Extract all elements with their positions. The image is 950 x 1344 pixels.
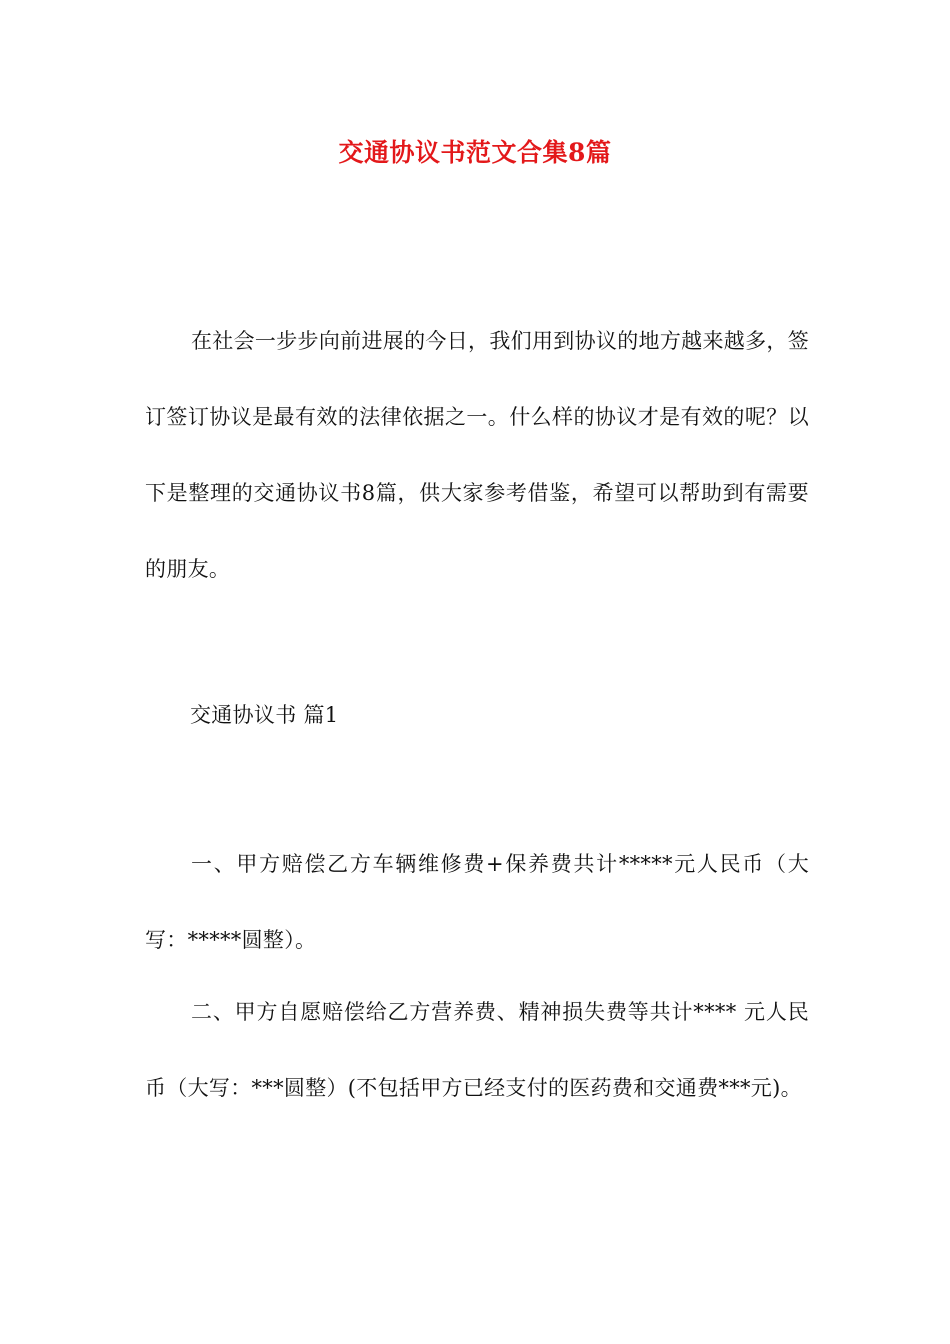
clause-1-paragraph: 一、甲方赔偿乙方车辆维修费+保养费共计*****元人民币（大写：*****圆整）。: [145, 852, 809, 952]
document-title: 交通协议书范文合集8篇: [338, 138, 612, 167]
section-heading: 交通协议书 篇1: [190, 703, 339, 727]
intro-paragraph: 在社会一步步向前进展的今日，我们用到协议的地方越来越多，签订签订协议是最有效的法律依据之一。什么样的协议才是有效的呢？以下是整理的交通协议书8篇，供大家参考借鉴，希望可以帮助到有需要的朋友。: [145, 329, 809, 581]
clause-2-paragraph: 二、甲方自愿赔偿给乙方营养费、精神损失费等共计**** 元人民币（大写：***圆整）(不包括甲方已经支付的医药费和交通费***元)。: [145, 1000, 809, 1100]
